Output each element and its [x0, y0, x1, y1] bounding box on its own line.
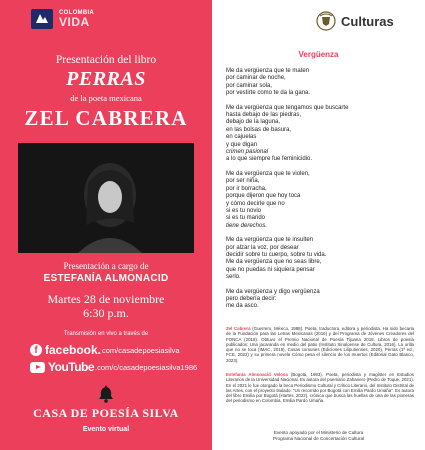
brand-line1: COLOMBIA: [59, 10, 95, 16]
bell-icon: [98, 384, 114, 404]
poem-line: si es tu marido: [226, 215, 266, 222]
poem-line: por ser niña,: [226, 178, 260, 185]
colombia-seal-icon: [316, 11, 336, 31]
poem-line: y cómo decirle que no: [226, 200, 285, 207]
poem-line: Me da vergüenza que no seas libre,: [226, 259, 322, 266]
poem-stanza: [226, 105, 416, 164]
youtube-word: YouTube: [48, 360, 95, 374]
author-name: ZEL CABRERA: [24, 106, 188, 130]
presentacion-label: Presentación del libro: [55, 54, 157, 66]
poem-line: en cajuelas: [226, 134, 257, 141]
poem-line: si es tu novio: [226, 207, 262, 214]
poem-line: en las bolsas de basura,: [226, 126, 292, 133]
right-panel: [212, 0, 425, 450]
author-photo: [18, 143, 194, 253]
poem-title: Vergüenza: [298, 50, 339, 59]
poem-line: y que digan: [226, 141, 258, 148]
poem-line: Me da vergüenza que te violen,: [226, 170, 310, 177]
youtube-link[interactable]: [30, 360, 197, 374]
colombia-vida-logo-icon: [31, 9, 53, 29]
estefania-bio: [226, 372, 414, 404]
poem-stanza: [226, 289, 416, 311]
poem-line: porque dijeron que hoy toca: [226, 193, 301, 200]
poem-stanza: [226, 171, 416, 230]
poem-line: que no puedas ni siquiera pensar: [226, 266, 315, 273]
zel-bio-text: (Guerrero, México, 1988). Poeta, traductora, editora y periodista. Ha sido becaria de la Fundación para las Letras Mexicanas (2016) y del Programa de Jóvenes Creadores del FONCA (2018). Obtuvo el Premio Nacional de Poesía Tijuana 2018. Libros de poesía publicados: Una jacaranda en medio del patio (Instituto Sinaloense de Cultura, 2016), La orilla que no se toca (IMAC, 2019), Cosas comunes (Ediciones Liliputienses, 2020), Perras (1ª ed., FCE, 2022) y su primera novela Cómo pesa el silencio de los muertos (Editorial Gato Blanco, 2023).: [226, 326, 414, 363]
footer-credits: [212, 430, 425, 442]
poem-line: por caminar sola,: [226, 82, 273, 89]
presenter-name: ESTEFANÍA ALMONACID: [43, 273, 169, 284]
poem-line: Me da vergüenza y digo vergüenza: [226, 288, 320, 295]
poem-line: por alzar la voz, por desear: [226, 244, 299, 251]
venue-logo-text: CASA DE POESÍA SILVA: [33, 406, 179, 420]
poem-line: crimen pasional: [226, 149, 269, 156]
footer-line1: Evento apoyado por el Ministerio de Cultura: [273, 430, 364, 435]
facebook-link[interactable]: [30, 343, 180, 357]
facebook-icon: f: [30, 344, 42, 356]
poem-line: por vestirte como te da la gana.: [226, 90, 311, 97]
poem-line: Me da vergüenza que te maten: [226, 68, 310, 74]
facebook-word: facebook.: [45, 343, 102, 357]
poem-line: Me da vergüenza que te insulten: [226, 237, 314, 244]
poem-line: hasta debajo de las piedras,: [226, 112, 302, 119]
zel-bio-name: Zel Cabrera: [226, 326, 251, 331]
culturas-label: Culturas: [341, 13, 394, 29]
presentacion-cargo-label: Presentación a cargo de: [63, 261, 149, 271]
book-subtitle: de la poeta mexicana: [70, 93, 142, 103]
estefania-bio-text: (Bogotá, 1993). Poeta, periodista y magíster en Estudios Literarios de la Universidad Nacional. Es autora del poemario Zahanero (Pedro de Toque, 2021). En el 2021 le fue otorgado la beca Periodismo Cultural y Crítico Literario, del Instituto Distrital de las Artes, con el proyecto titulado: "Un recorrido por Bogotá con Emilia Pardo Umaña". Es autora del libro Emilia por Bogotá (Hartes, 2022), crónica que busca las huellas de una de las pioneras del periodismo en Colombia, Emilia Pardo Umaña.: [226, 372, 414, 404]
colombia-vida-logo: [31, 9, 94, 29]
book-title: PERRAS: [66, 68, 146, 90]
poem-line: decidir sobre tu cuerpo, sobre tu vida.: [226, 251, 327, 258]
event-time: 6:30 p.m.: [83, 306, 129, 320]
poem-stanza: [226, 237, 416, 281]
left-panel: [0, 0, 212, 450]
youtube-icon: [30, 362, 45, 373]
poem-line: Me da vergüenza que tengamos que buscarte: [226, 104, 349, 111]
transmision-label: Transmisión en vivo a través de: [63, 331, 149, 337]
poem-line: serlo.: [226, 274, 241, 281]
zel-bio: [226, 326, 414, 363]
poem-stanza: [226, 68, 416, 98]
poem-line: pero debería decir:: [226, 295, 277, 302]
footer-line2: Programa Nacional de Concertación Cultural: [272, 436, 365, 441]
poem-line: a lo que siempre fue feminicidio.: [226, 156, 313, 163]
poem-line: tiene derechos.: [226, 222, 268, 229]
estefania-bio-name: Estefanía Almonacid Velosa: [226, 372, 288, 377]
virtual-event-label: Evento virtual: [82, 426, 130, 433]
youtube-url: .com/c/casadepoesiasilva1986: [95, 362, 198, 372]
culturas-logo: [316, 11, 394, 31]
poem-line: por caminar de noche,: [226, 75, 286, 82]
event-date: Martes 28 de noviembre: [47, 292, 165, 306]
poem-line: por ir borracha,: [226, 185, 267, 192]
poem-body: [226, 68, 416, 318]
poem-line: debajo de la laguna,: [226, 119, 281, 126]
poem-line: me da asco.: [226, 303, 259, 310]
brand-line2: VIDA: [59, 15, 90, 29]
facebook-url: com/casadepoesiasilva: [102, 345, 180, 355]
